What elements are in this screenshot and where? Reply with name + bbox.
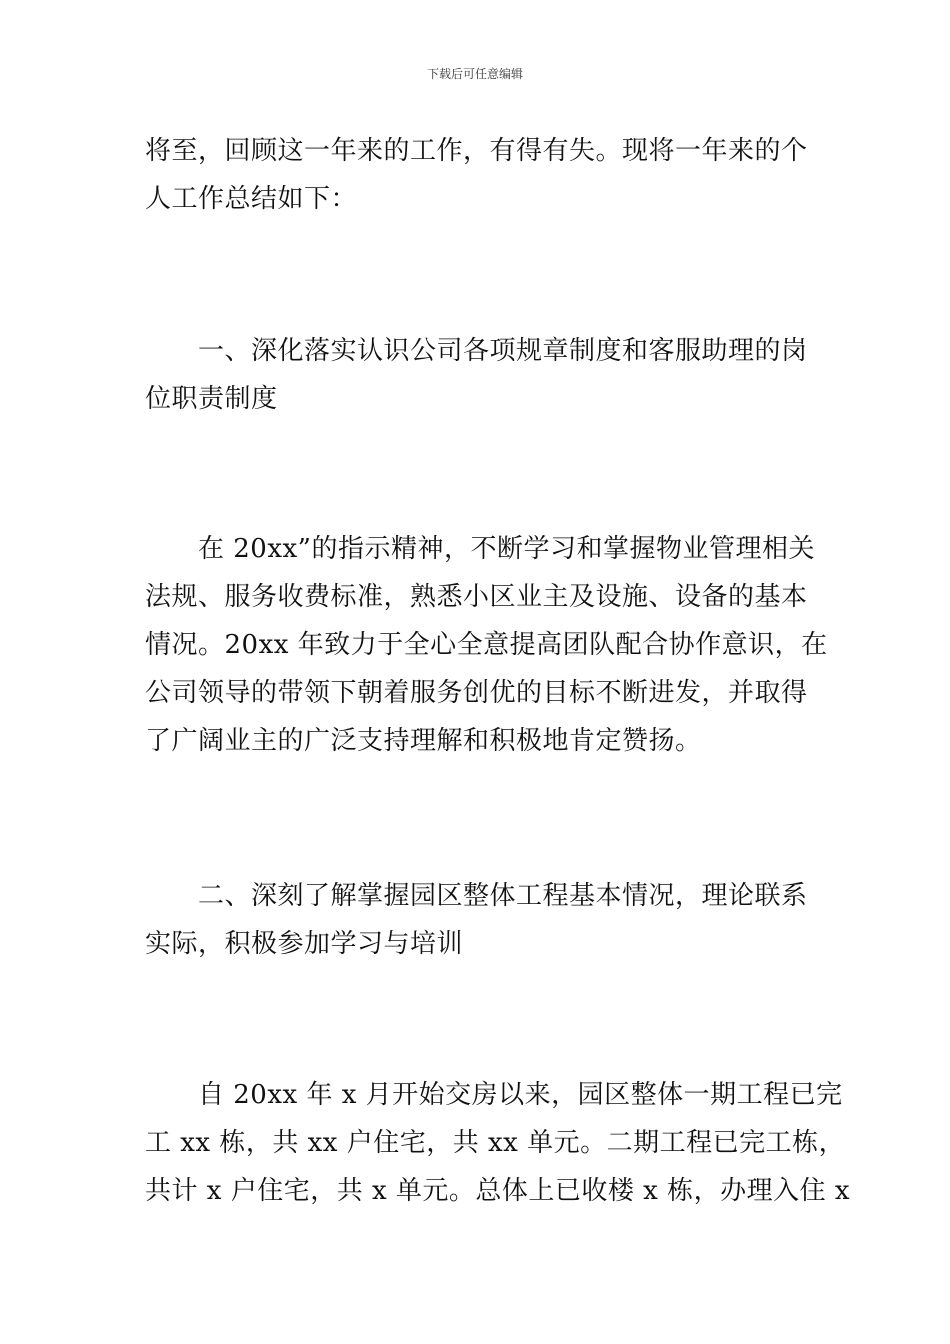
text-line: 了广阔业主的广泛支持理解和积极地肯定赞扬。 bbox=[145, 726, 702, 756]
section-heading-2 bbox=[145, 872, 810, 968]
text-line: 工 xx 栋，共 xx 户住宅，共 xx 单元。二期工程已完工栋， bbox=[145, 1128, 846, 1158]
text-line: 人工作总结如下： bbox=[145, 184, 358, 214]
section-heading-1 bbox=[145, 327, 810, 423]
text-line: 在 20xx”的指示精神，不断学习和掌握物业管理相关 bbox=[145, 534, 815, 564]
page-header: 下载后可任意编辑 bbox=[426, 67, 523, 81]
intro-paragraph bbox=[145, 127, 810, 223]
text-line: 公司领导的带领下朝着服务创优的目标不断进发，并取得 bbox=[145, 678, 808, 708]
text-line: 将至，回顾这一年来的工作，有得有失。现将一年来的个 bbox=[145, 136, 808, 166]
section-body-2 bbox=[145, 1071, 851, 1215]
text-line: 法规、服务收费标准，熟悉小区业主及设施、设备的基本 bbox=[145, 582, 808, 612]
text-line: 情况。20xx 年致力于全心全意提高团队配合协作意识，在 bbox=[145, 630, 828, 660]
text-line: 位职责制度 bbox=[145, 384, 278, 414]
text-line: 一、深化落实认识公司各项规章制度和客服助理的岗 bbox=[145, 336, 808, 366]
text-line: 二、深刻了解掌握园区整体工程基本情况，理论联系 bbox=[145, 881, 808, 911]
text-line: 共计 x 户住宅，共 x 单元。总体上已收楼 x 栋，办理入住 x bbox=[145, 1176, 851, 1206]
text-line: 自 20xx 年 x 月开始交房以来，园区整体一期工程已完 bbox=[145, 1080, 843, 1110]
section-body-1 bbox=[145, 525, 828, 765]
text-line: 实际，积极参加学习与培训 bbox=[145, 929, 464, 959]
